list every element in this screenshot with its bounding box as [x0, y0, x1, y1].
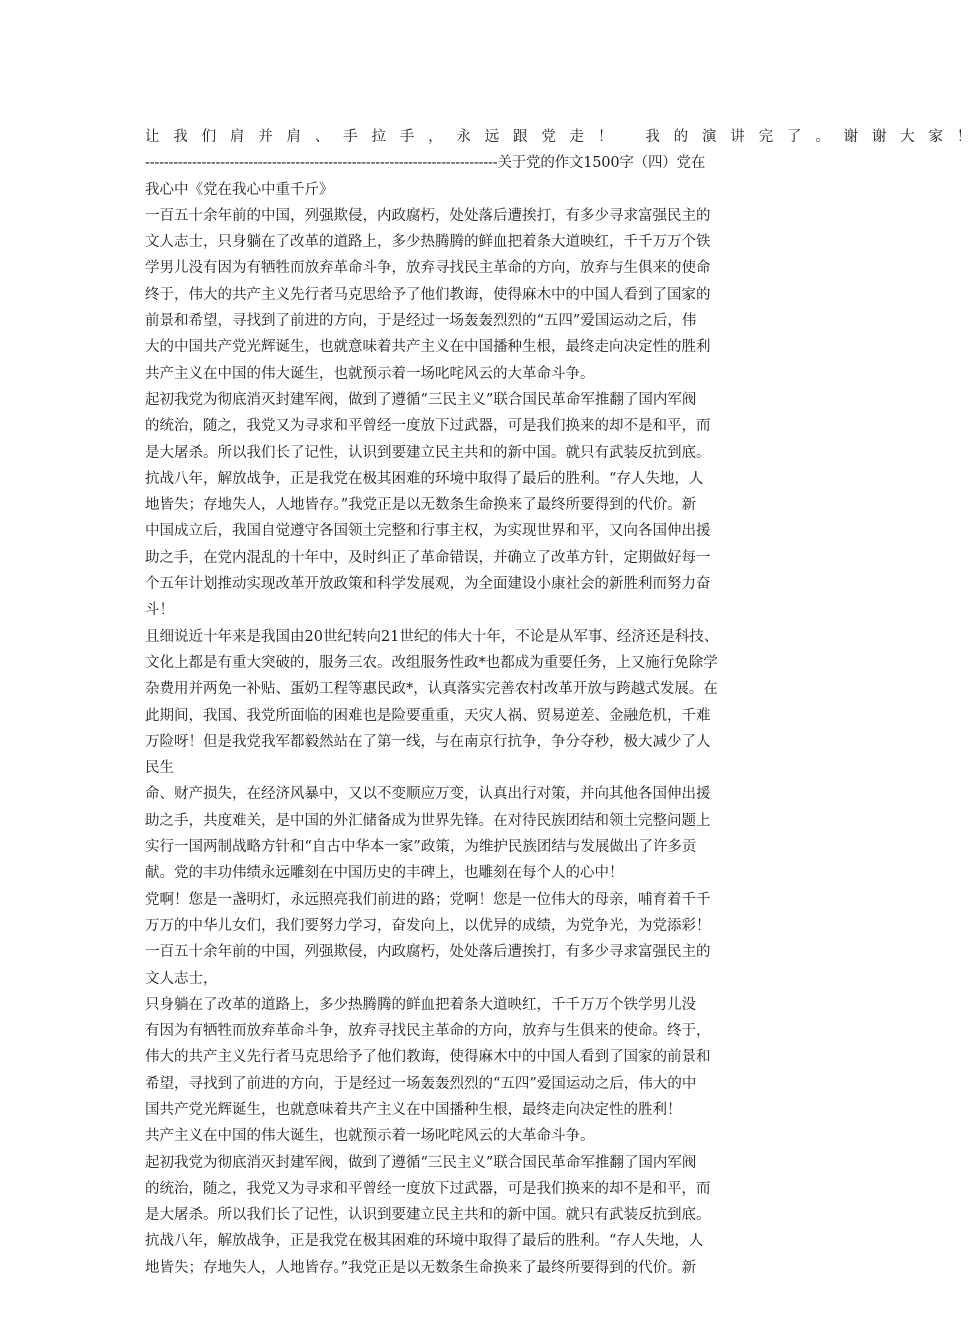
text-line: 的统治，随之，我党又为寻求和平曾经一度放下过武器，可是我们换来的却不是和平，而	[145, 1180, 711, 1197]
text-line: 前景和希望，寻找到了前进的方向，于是经过一场轰轰烈烈的“五四”爱国运动之后，伟	[145, 313, 697, 330]
text-line: 是大屠杀。所以我们长了记性，认识到要建立民主共和的新中国。就只有武装反抗到底。	[145, 1207, 711, 1224]
text-line: 此期间，我国、我党所面临的困难也是险要重重，天灾人祸、贸易逆差、金融危机，千难	[145, 707, 711, 724]
text-line: 一百五十余年前的中国，列强欺侵，内政腐朽，处处落后遭挨打，有多少寻求富强民主的	[145, 207, 711, 224]
text-line: 抗战八年，解放战争，正是我党在极其困难的环境中取得了最后的胜利。“存人失地，人	[145, 470, 704, 487]
text-line: 希望，寻找到了前进的方向，于是经过一场轰轰烈烈的“五四”爱国运动之后，伟大的中	[145, 1075, 697, 1092]
text-line: 伟大的共产主义先行者马克思给予了他们教诲，使得麻木中的中国人看到了国家的前景和	[145, 1049, 711, 1066]
text-line: 一百五十余年前的中国，列强欺侵，内政腐朽，处处落后遭挨打，有多少寻求富强民主的	[145, 944, 711, 961]
text-line: 文人志士，只身躺在了改革的道路上，多少热腾腾的鲜血把着条大道映红，千千万万个铁	[145, 234, 711, 251]
text-line: 且细说近十年来是我国由20世纪转向21世纪的伟大十年，不论是从军事、经济还是科技、	[145, 628, 719, 645]
document-page	[145, 124, 976, 1281]
text-line: 万万的中华儿女们，我们要努力学习，奋发向上，以优异的成绩，为党争光，为党添彩！	[145, 917, 711, 934]
text-line: 文人志士，	[145, 970, 218, 987]
text-line: 万险呀！但是我党我军都毅然站在了第一线，与在南京行抗争，争分夺秒，极大减少了人	[145, 733, 711, 750]
text-line: 个五年计划推动实现改革开放政策和科学发展观，为全面建设小康社会的新胜利而努力奋	[145, 576, 711, 593]
text-line: 中国成立后，我国自觉遵守各国领土完整和行事主权，为实现世界和平，又向各国伸出援	[145, 523, 711, 540]
text-line: 献。党的丰功伟绩永远雕刻在中国历史的丰碑上，也雕刻在每个人的心中！	[145, 865, 624, 882]
text-line: 杂费用并两免一补贴、蛋奶工程等惠民政*，认真落实完善农村改革开放与跨越式发展。在	[145, 681, 718, 698]
text-line: 大的中国共产党光辉诞生，也就意味着共产主义在中国播种生根，最终走向决定性的胜利	[145, 339, 711, 356]
text-line: 文化上都是有重大突破的，服务三农。改组服务性政*也都成为重要任务，上又施行免除学	[145, 654, 718, 671]
text-line: 国共产党光辉诞生，也就意味着共产主义在中国播种生根，最终走向决定性的胜利！	[145, 1101, 682, 1118]
text-line: 民生	[145, 760, 174, 777]
text-line: 我心中《党在我心中重千斤》	[145, 181, 334, 198]
text-line: 只身躺在了改革的道路上，多少热腾腾的鲜血把着条大道映红，千千万万个铁学男儿没	[145, 996, 696, 1013]
text-line: 起初我党为彻底消灭封建军阀，做到了遵循“三民主义”联合国民革命军推翻了国内军阀	[145, 1154, 697, 1171]
text-line: 地皆失；存地失人，人地皆存。”我党正是以无数条生命换来了最终所要得到的代价。新	[145, 497, 697, 514]
text-line: 助之手，在党内混乱的十年中，及时纠正了革命错误，并确立了改革方针，定期做好每一	[145, 549, 711, 566]
text-line: 命、财产损失，在经济风暴中，又以不变顺应万变，认真出行对策，并向其他各国伸出援	[145, 786, 711, 803]
text-line: 共产主义在中国的伟大诞生，也就预示着一场叱咤风云的大革命斗争。	[145, 1128, 595, 1145]
text-line: 学男儿没有因为有牺牲而放弃革命斗争，放弃寻找民主革命的方向，放弃与生俱来的使命	[145, 260, 711, 277]
text-line: 起初我党为彻底消灭封建军阀，做到了遵循“三民主义”联合国民革命军推翻了国内军阀	[145, 391, 697, 408]
text-line: 让 我 们 肩 并 肩 、 手 拉 手 ， 永 远 跟 党 走 ！ 我 的 演 讲 完 了 。 谢 谢 大 家 ！	[145, 129, 976, 145]
text-line: 共产主义在中国的伟大诞生，也就预示着一场叱咤风云的大革命斗争。	[145, 365, 595, 382]
text-line: 地皆失；存地失人，人地皆存。”我党正是以无数条生命换来了最终所要得到的代价。新	[145, 1259, 697, 1276]
text-line: 抗战八年，解放战争，正是我党在极其困难的环境中取得了最后的胜利。“存人失地，人	[145, 1233, 704, 1250]
text-line: 斗！	[145, 602, 174, 619]
text-line: 终于，伟大的共产主义先行者马克思给予了他们教诲，使得麻木中的中国人看到了国家的	[145, 286, 711, 303]
text-line: 党啊！您是一盏明灯，永远照亮我们前进的路；党啊！您是一位伟大的母亲，哺育着千千	[145, 891, 711, 908]
text-line: 有因为有牺牲而放弃革命斗争，放弃寻找民主革命的方向，放弃与生俱来的使命。终于，	[145, 1023, 711, 1040]
text-line: 助之手，共度难关，是中国的外汇储备成为世界先锋。在对待民族团结和领土完整问题上	[145, 812, 711, 829]
text-line: 的统治，随之，我党又为寻求和平曾经一度放下过武器，可是我们换来的却不是和平，而	[145, 418, 711, 435]
text-line: 实行一国两制战略方针和“自古中华本一家”政策，为维护民族团结与发展做出了许多贡	[145, 839, 697, 856]
text-line: 是大屠杀。所以我们长了记性，认识到要建立民主共和的新中国。就只有武装反抗到底。	[145, 444, 711, 461]
text-line: ---------------------------------------------------------------------------关于党的作文1500字（四）党在	[145, 155, 706, 172]
